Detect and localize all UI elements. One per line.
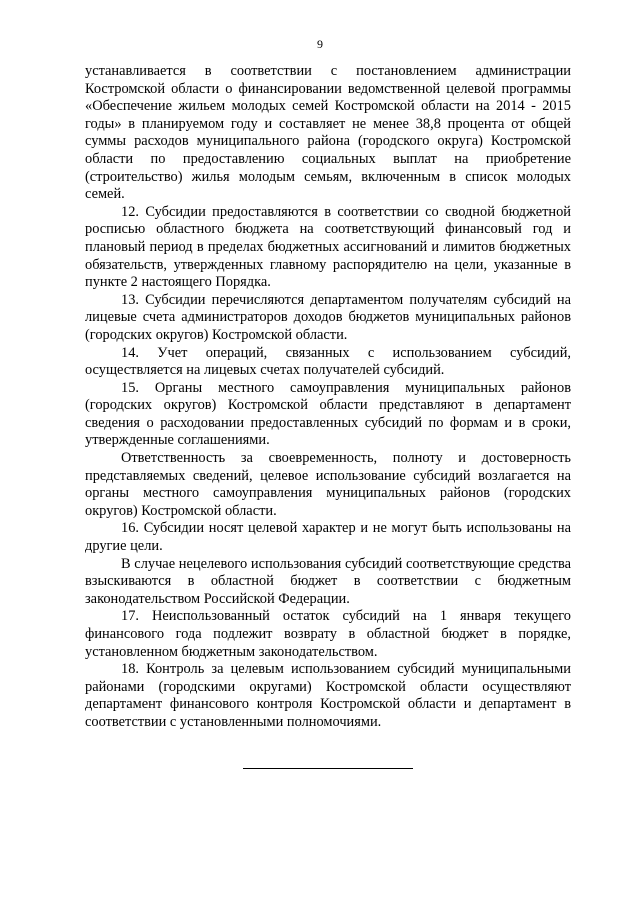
paragraph-item-17: 17. Неиспользованный остаток субсидий на 1 января текущего финансового года подлежит возврату в областной бюджет в порядке, установленном бюджетным законодательством.	[85, 608, 571, 660]
page-number: 9	[317, 37, 323, 51]
paragraph-item-16: 16. Субсидии носят целевой характер и не могут быть использованы на другие цели.	[85, 520, 571, 555]
paragraph-item-18: 18. Контроль за целевым использованием субсидий муниципальными районами (городскими округами) Костромской области осуществляют департамент финансового контроля Костромской области и департамент в соответствии с установленными полномочиями.	[85, 661, 571, 730]
document-body	[85, 63, 571, 732]
paragraph-item-13: 13. Субсидии перечисляются департаментом получателям субсидий на лицевые счета администраторов доходов бюджетов муниципальных районов (городских округов) Костромской области.	[85, 291, 571, 343]
paragraph-item-15: 15. Органы местного самоуправления муниципальных районов (городских округов) Костромской области представляют в департамент сведения о расходовании предоставленных субсидий по формам и в сроки, утвержденные соглашениями.	[85, 379, 571, 449]
paragraph-continuation: устанавливается в соответствии с постановлением администрации Костромской области о финансировании ведомственной целевой программы «Обеспечение жильем молодых семей Костромской области на 2014 - 2015 годы» в планируемом году и составляет не менее 38,8 процента от общей суммы расходов муниципального района (городского округа) Костромской области по предоставлению социальных выплат на приобретение (строительство) жилья молодым семьям, включенным в список молодых семей.	[85, 63, 571, 203]
end-separator-line	[243, 768, 413, 769]
paragraph-responsibility: Ответственность за своевременность, полноту и достоверность представляемых сведений, целевое использование субсидий возлагается на органы местного самоуправления муниципальных районов (городских округов) Костромской области.	[85, 450, 571, 519]
paragraph-item-12: 12. Субсидии предоставляются в соответствии со сводной бюджетной росписью областного бюджета на соответствующий финансовый год и плановый период в пределах бюджетных ассигнований и лимитов бюджетных обязательств, утвержденных главному распорядителю на цели, указанные в пункте 2 настоящего Порядка.	[85, 203, 571, 291]
paragraph-misuse: В случае нецелевого использования субсидий соответствующие средства взыскиваются в областной бюджет в соответствии с бюджетным законодательством Российской Федерации.	[85, 555, 571, 607]
paragraph-item-14: 14. Учет операций, связанных с использованием субсидий, осуществляется на лицевых счетах получателей субсидий.	[85, 344, 571, 379]
